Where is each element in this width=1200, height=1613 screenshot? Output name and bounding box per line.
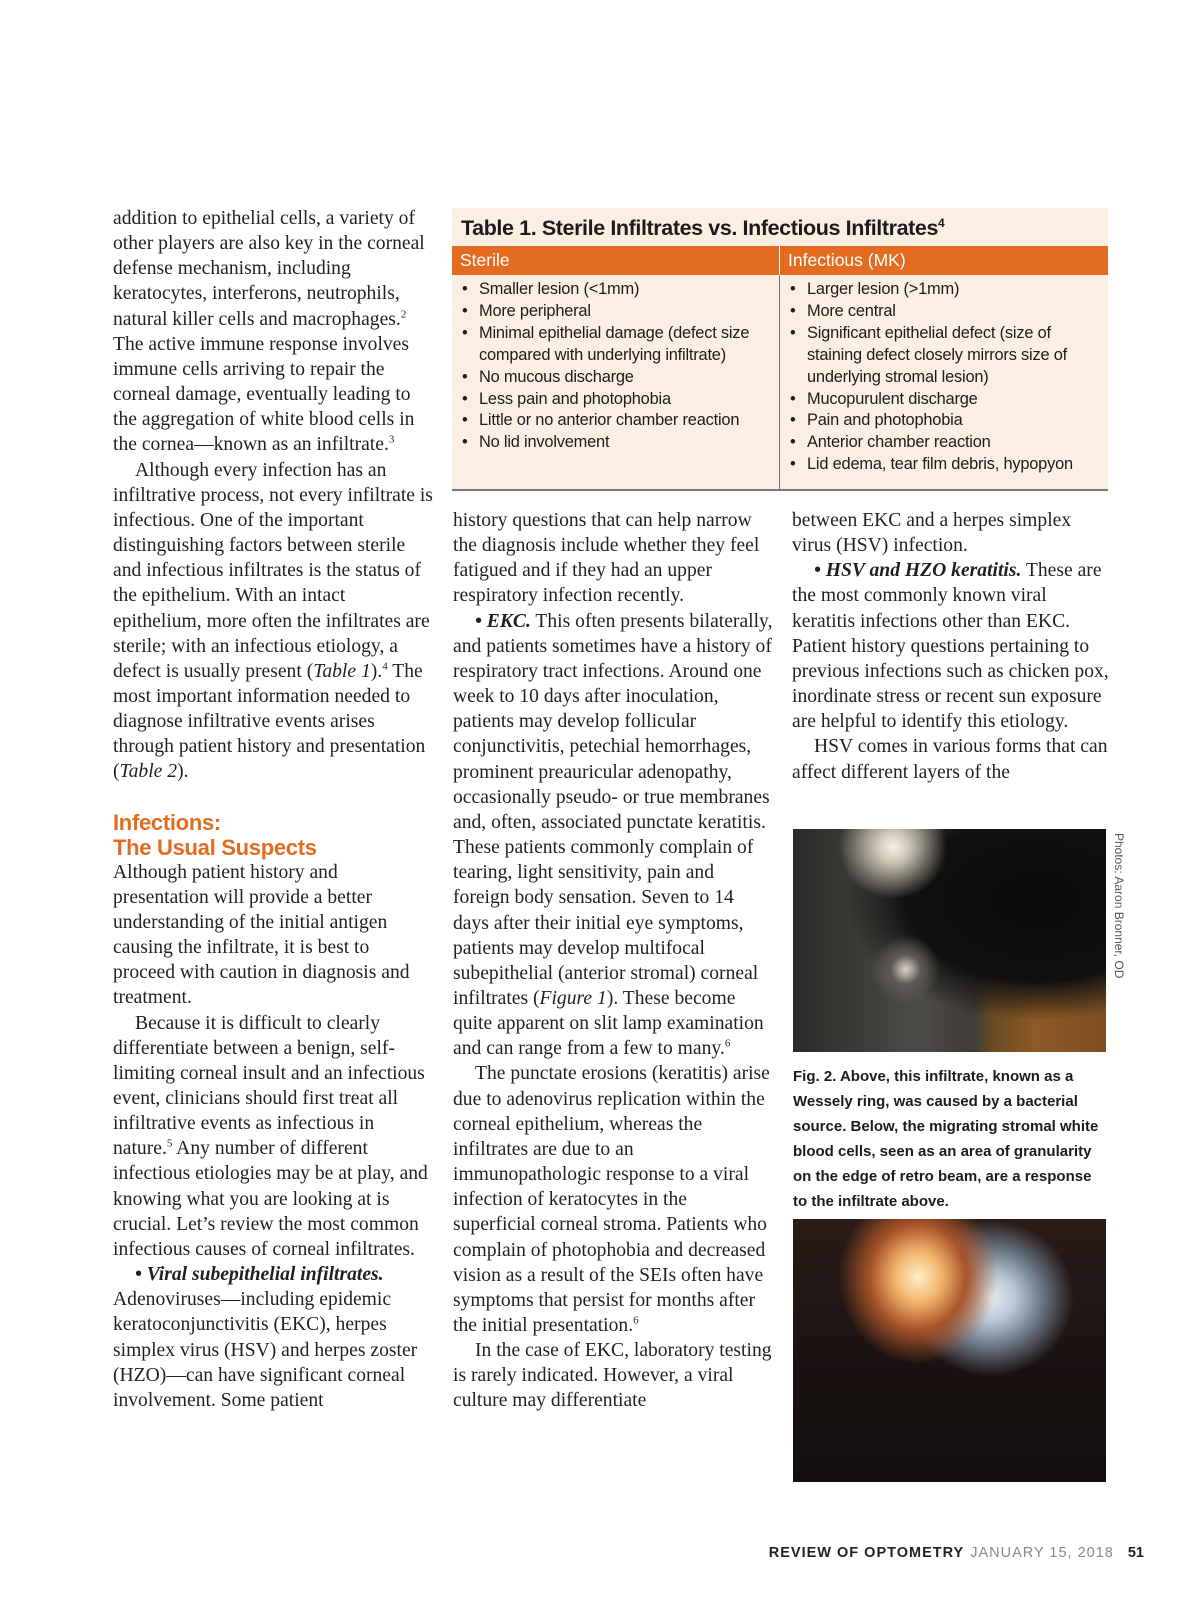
- table-reference: Table 2: [119, 761, 178, 783]
- paragraph: • Viral subepithelial infiltrates. Adenoviruses—including epidemic keratoconjunctivitis (EKC), herpes simplex virus (HSV) and herpes zoster (HZO)—can have significant corneal involvement. Some patient: [113, 1264, 418, 1411]
- paragraph: between EKC and a herpes simplex virus (HSV) infection.: [792, 510, 1072, 557]
- photo-credit: Photos: Aaron Bronner, OD: [1112, 833, 1126, 979]
- paragraph: In the case of EKC, laboratory testing is rarely indicated. However, a viral culture may differentiate: [453, 1340, 772, 1412]
- issue-date: JANUARY 15, 2018: [970, 1545, 1114, 1561]
- bullet-list: [460, 279, 779, 454]
- list-item: • Less pain and photophobia: [460, 389, 779, 411]
- paragraph: HSV comes in various forms that can affect different layers of the: [792, 736, 1108, 783]
- paragraph: Because it is difficult to clearly differentiate between a benign, self-limiting corneal insult and an infectious event, clinicians should first treat all infiltrative events as infectious in nature.$^5$ Any number of different infectious etiologies may be at play, and knowing what you are looking at is crucial. Let’s review the most common infectious causes of corneal infiltrates.: [113, 1012, 428, 1260]
- list-item: • No mucous discharge: [460, 367, 779, 389]
- table-body: [452, 275, 1108, 489]
- run-in-heading: • Viral subepithelial infiltrates.: [135, 1264, 384, 1286]
- comparison-table: [452, 208, 1108, 491]
- bullet-list: [788, 279, 1108, 476]
- paragraph: addition to epithelial cells, a variety of other players are also key in the corneal defense mechanism, including keratocytes, interferons, neutrophils, natural killer cells and macrophages.$^2$ The active immune response involves immune cells arriving to repair the corneal damage, eventually leading to the aggregation of white blood cells in the cornea—known as an infiltrate.$^3$: [113, 208, 425, 456]
- list-item: • No lid involvement: [460, 432, 779, 454]
- publication-name: REVIEW OF OPTOMETRY: [768, 1545, 965, 1561]
- section-heading: Infections: The Usual Suspects: [113, 809, 317, 860]
- list-item: • Smaller lesion (<1mm): [460, 279, 779, 301]
- list-item: • More central: [788, 301, 1108, 323]
- list-item: • Significant epithelial defect (size of staining defect closely mirrors size of underlying stromal lesion): [788, 323, 1108, 389]
- reference-mark: 6: [633, 1314, 639, 1327]
- table-reference: Table 1: [313, 660, 371, 682]
- paragraph: history questions that can help narrow the diagnosis include whether they feel fatigued and if they had an upper respiratory infection recently.: [453, 510, 760, 607]
- run-in-heading: • HSV and HZO keratitis.: [814, 560, 1022, 582]
- reference-mark: 4: [382, 660, 388, 673]
- table-column-sterile: [452, 275, 780, 489]
- body-column-3: [792, 508, 1110, 785]
- list-item: • Larger lesion (>1mm): [788, 279, 1108, 301]
- run-in-heading: • EKC.: [475, 610, 531, 632]
- reference-mark: 5: [166, 1137, 173, 1150]
- list-item: • Anterior chamber reaction: [788, 432, 1108, 454]
- table-header-infectious: Infectious (MK): [788, 250, 906, 270]
- list-item: • Pain and photophobia: [788, 410, 1108, 432]
- list-item: • Mucopurulent discharge: [788, 389, 1108, 411]
- figure-caption: Fig. 2. Above, this infiltrate, known as a Wessely ring, was caused by a bacterial source. Below, the migrating stromal white blood cells, seen as an area of granularity on the edge of retro beam, are a response to the infiltrate above.: [793, 1068, 1099, 1211]
- body-column-2: [453, 508, 773, 1414]
- paragraph: • HSV and HZO keratitis. These are the most commonly known viral keratitis infections other than EKC. Patient history questions pertaining to previous infections such as chicken pox, inordinate stress or recent sun exposure are helpful to identify this etiology.: [792, 560, 1109, 733]
- table-column-infectious: [780, 275, 1108, 489]
- list-item: • Lid edema, tear film debris, hypopyon: [788, 454, 1108, 476]
- table-title: Table 1. Sterile Infiltrates vs. Infectious Infiltrates$^4$: [461, 215, 945, 240]
- paragraph: The punctate erosions (keratitis) arise due to adenovirus replication within the corneal epithelium, whereas the infiltrates are due to an immunopathologic response to a viral infection of keratocytes in the superficial corneal stroma. Patients who complain of photophobia and decreased vision as a result of the SEIs often have symptoms that persist for months after the initial presentation.$^6$: [453, 1063, 770, 1336]
- body-column-1: [113, 206, 433, 1413]
- reference-mark: 3: [388, 433, 395, 446]
- paragraph: Although every infection has an infiltrative process, not every infiltrate is infectious. One of the important distinguishing factors between sterile and infectious infiltrates is the status of the epithelium. With an intact epithelium, more often the infiltrates are sterile; with an infectious etiology, a defect is usually present (Table 1).$^4$ The most important information needed to diagnose infiltrative events arises through patient history and presentation (Table 2).: [113, 459, 433, 783]
- page-footer: [769, 1545, 1144, 1561]
- table-header-row: [452, 246, 1108, 275]
- retro-beam-photo: [793, 1219, 1106, 1482]
- list-item: • More peripheral: [460, 301, 779, 323]
- table-header-sterile: Sterile: [452, 246, 780, 275]
- reference-mark: 2: [400, 308, 407, 321]
- reference-mark: 4: [938, 215, 945, 230]
- wessely-ring-photo: [793, 829, 1106, 1052]
- reference-mark: 6: [724, 1037, 731, 1050]
- list-item: • Minimal epithelial damage (defect size compared with underlying infiltrate): [460, 323, 779, 367]
- figure-reference: Figure 1: [539, 987, 607, 1009]
- page-number: 51: [1127, 1545, 1144, 1561]
- paragraph: Although patient history and presentation will provide a better understanding of the initial antigen causing the infiltrate, it is best to proceed with caution in diagnosis and treatment.: [113, 861, 410, 1009]
- list-item: • Little or no anterior chamber reaction: [460, 410, 779, 432]
- paragraph: • EKC. This often presents bilaterally, and patients sometimes have a history of respiratory tract infections. Around one week to 10 days after inoculation, patients may develop follicular conjunctivitis, petechial hemorrhages, prominent preauricular adenopathy, occasionally pseudo- or true membranes and, often, associated punctate keratitis. These patients commonly complain of tearing, light sensitivity, pain and foreign body sensation. Seven to 14 days after their initial eye symptoms, patients may develop multifocal subepithelial (anterior stromal) corneal infiltrates (Figure 1). These become quite apparent on slit lamp examination and can range from a few to many.$^6$: [453, 610, 773, 1060]
